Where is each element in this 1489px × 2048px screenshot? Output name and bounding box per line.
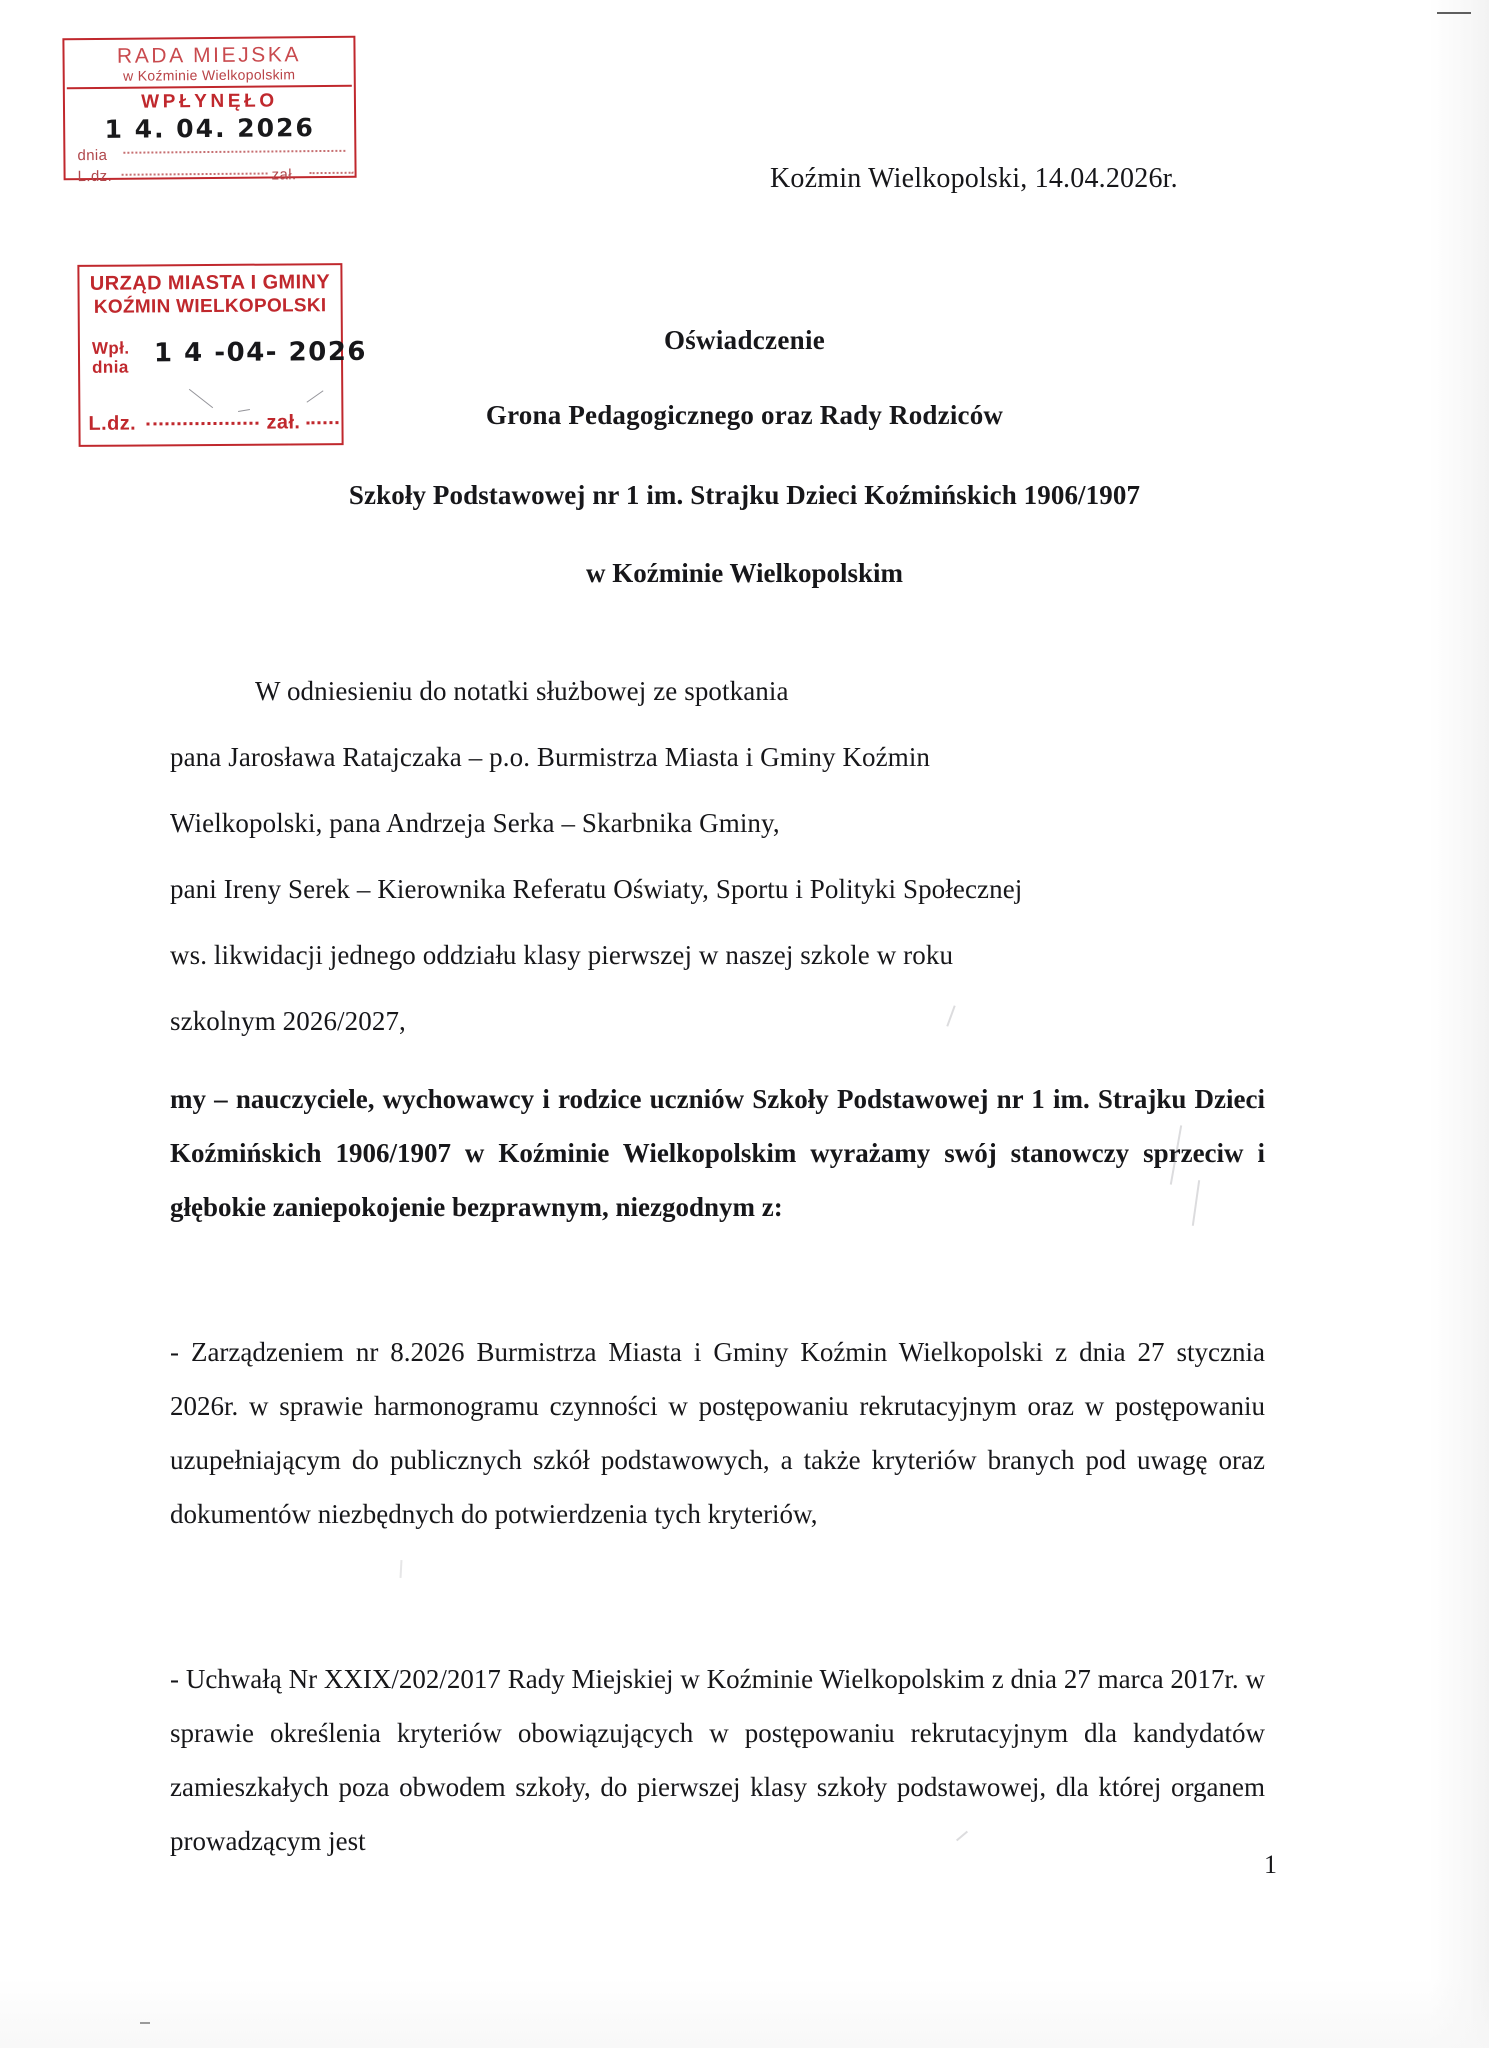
page-number: 1	[1264, 1850, 1277, 1879]
intro-line-5: ws. likwidacji jednego oddziału klasy pierwszej w naszej szkole w roku	[170, 940, 954, 970]
stamp-rada-title: RADA MIEJSKA	[116, 43, 302, 68]
intro-line-4: pani Ireny Serek – Kierownika Referatu Oświaty, Sportu i Polityki Społecznej	[170, 874, 1023, 904]
scan-edge-top	[0, 0, 1489, 10]
scan-edge-bottom	[0, 1978, 1489, 2048]
stamp-urzad-date: 1 4 -04- 2026	[153, 336, 368, 369]
intro-line-6: szkolnym 2026/2027,	[170, 1006, 406, 1036]
document-date-line: Koźmin Wielkopolski, 14.04.2026r.	[770, 163, 1178, 194]
intro-line-1: W odniesieniu do notatki służbowej ze spotkania	[255, 676, 789, 706]
document-title-line-2: Grona Pedagogicznego oraz Rady Rodziców	[485, 400, 1004, 430]
scan-edge-right	[1429, 0, 1489, 2048]
reference-item-uchwala: - Uchwałą Nr XXIX/202/2017 Rady Miejskiej w Koźminie Wielkopolskim z dnia 27 marca 2017r. w sprawie określenia kryteriów obowiązujących w postępowaniu rekrutacyjnym dla kandydatów zamieszkałych poza obwodem szkoły, do pierwszej klasy szkoły podstawowej, dla której organem prowadzącym jest	[170, 1664, 1265, 1856]
scan-registration-mark-top	[1437, 12, 1471, 14]
statement-paragraph: my – nauczyciele, wychowawcy i rodzice uczniów Szkoły Podstawowej nr 1 im. Strajku Dzieci Koźmińskich 1906/1907 w Koźminie Wielkopolskim wyrażamy swój stanowczy sprzeciw i głębokie zaniepokojenie bezprawnym, niezgodnym z:	[170, 1084, 1265, 1222]
stamp-rada-zal-label: zał.	[271, 166, 297, 184]
stamp-urzad-dnia-label: dnia	[92, 357, 129, 377]
scan-artifact	[400, 1560, 403, 1578]
document-title-line-3: Szkoły Podstawowej nr 1 im. Strajku Dzieci Koźmińskich 1906/1907	[348, 480, 1141, 510]
stamp-urzad-line1: URZĄD MIASTA I GMINY	[89, 271, 331, 295]
stamp-rada-zal-dotted-rule	[310, 172, 354, 174]
intro-line-3: Wielkopolski, pana Andrzeja Serka – Skarbnika Gminy,	[170, 808, 780, 838]
reference-item-zarzadzenie: - Zarządzeniem nr 8.2026 Burmistrza Miasta i Gminy Koźmin Wielkopolski z dnia 27 stycznia 2026r. w sprawie harmonogramu czynności w postępowaniu rekrutacyjnym oraz w postępowaniu uzupełniającym do publicznych szkół podstawowych, a także kryteriów branych pod uwagę oraz dokumentów niezbędnych do potwierdzenia tych kryteriów,	[170, 1337, 1265, 1529]
document-title-line-1: Oświadczenie	[663, 325, 826, 355]
stamp-rada-dnia-label: dnia	[77, 146, 108, 165]
stamp-urzad-zal-label: zał.	[266, 411, 301, 434]
stamp-urzad-line2: KOŹMIN WIELKOPOLSKI	[93, 295, 327, 318]
stamp-rada-ldz-label: L.dz.	[77, 167, 113, 186]
document-title-line-4: w Koźminie Wielkopolskim	[585, 558, 904, 588]
stamp-urzad-ldz-label: L.dz.	[88, 412, 137, 435]
stamp-urzad-wpl-label: Wpł.	[91, 338, 130, 358]
stamp-rada-subtitle: w Koźminie Wielkopolskim	[123, 66, 296, 84]
stamp-rada-dnia-dotted-rule	[123, 150, 345, 154]
stamp-rada-ldz-dotted-rule	[122, 172, 268, 175]
stamp-rada-divider	[67, 85, 352, 89]
stamp-rada-miejska	[62, 36, 356, 186]
stamp-rada-inner	[64, 38, 354, 186]
scan-artifact	[946, 1005, 955, 1026]
stamp-rada-received-label: WPŁYNĘŁO	[141, 90, 278, 113]
stamp-rada-date: 1 4. 04. 2026	[104, 113, 315, 144]
intro-line-2: pana Jarosława Ratajczaka – p.o. Burmistrza Miasta i Gminy Koźmin	[170, 742, 931, 772]
scan-registration-mark-bottom	[140, 2022, 150, 2024]
